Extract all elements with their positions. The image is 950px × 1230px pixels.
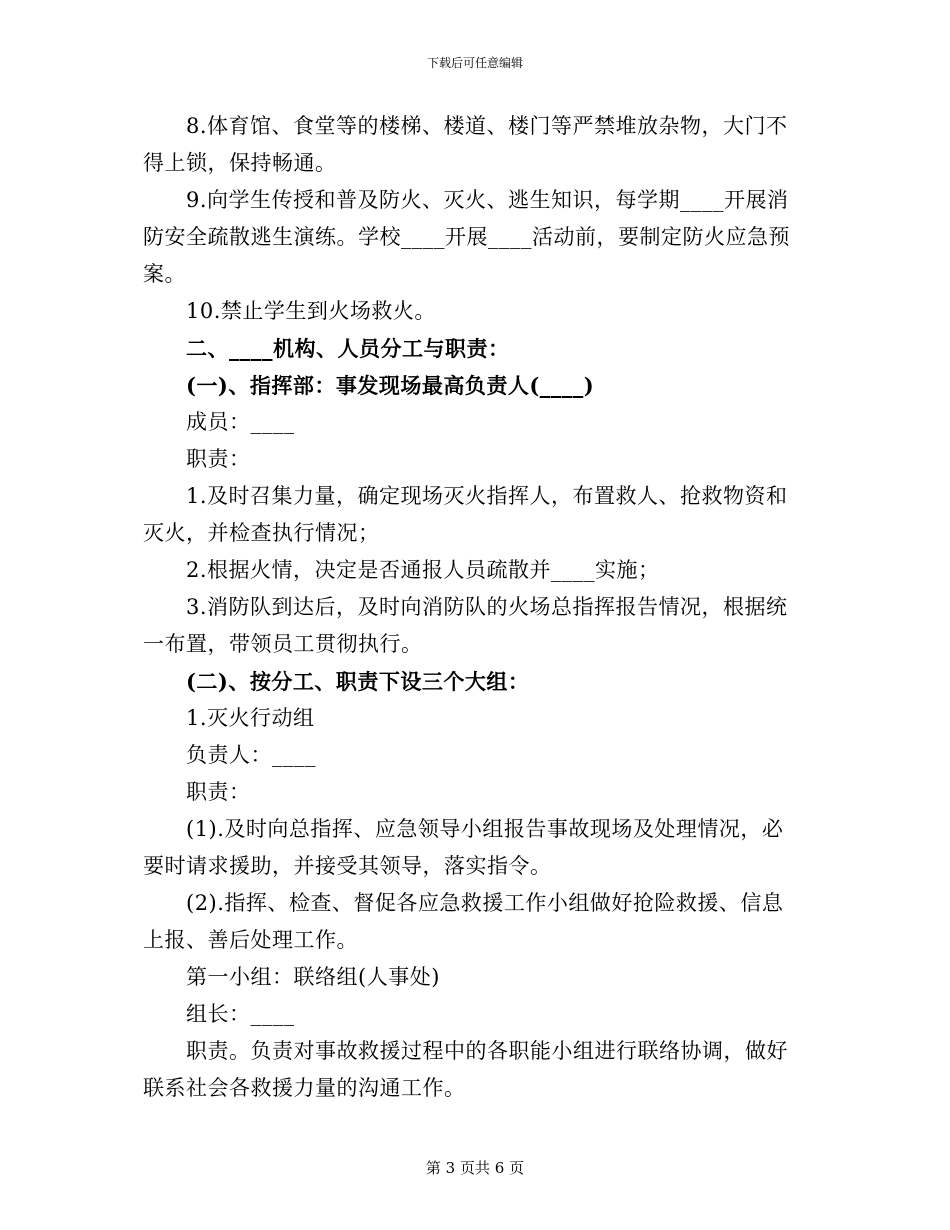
subsection-heading: (二)、按分工、职责下设三个大组：	[186, 669, 530, 694]
paragraph: 职责：	[186, 780, 251, 804]
paragraph: 1.灭火行动组	[186, 706, 315, 730]
paragraph: 组长：____	[186, 1002, 295, 1026]
paragraph: 9.向学生传授和普及防火、灭火、逃生知识，每学期____开展消防安全疏散逃生演练。学校____开展____活动前，要制定防火应急预案。	[143, 188, 790, 286]
paragraph: 职责。负责对事故救援过程中的各职能小组进行联络协调，做好联系社会各救援力量的沟通工作。	[143, 1039, 788, 1100]
paragraph: 10.禁止学生到火场救火。	[186, 299, 436, 323]
document-body	[143, 108, 803, 1107]
paragraph: 3.消防队到达后，及时向消防队的火场总指挥报告情况，根据统一布置，带领员工贯彻执行。	[143, 595, 788, 656]
paragraph: 第一小组：联络组(人事处)	[186, 965, 440, 989]
subsection-heading: (一)、指挥部：事发现场最高负责人(____)	[186, 373, 595, 398]
paragraph: 2.根据火情，决定是否通报人员疏散并____实施；	[186, 558, 660, 582]
page-header: 下载后可任意编辑	[426, 56, 523, 70]
paragraph: 负责人：____	[186, 743, 316, 767]
paragraph: (2).指挥、检查、督促各应急救援工作小组做好抢险救援、信息上报、善后处理工作。	[143, 891, 784, 952]
paragraph: 1.及时召集力量，确定现场灭火指挥人，布置救人、抢救物资和灭火，并检查执行情况；	[143, 484, 788, 545]
paragraph: 8.体育馆、食堂等的楼梯、楼道、楼门等严禁堆放杂物，大门不得上锁，保持畅通。	[143, 114, 788, 175]
section-heading: 二、____机构、人员分工与职责：	[186, 336, 510, 361]
paragraph: 职责：	[186, 447, 251, 471]
paragraph: (1).及时向总指挥、应急领导小组报告事故现场及处理情况，必要时请求援助，并接受其领导，落实指令。	[143, 817, 784, 878]
page-footer: 第 3 页共 6 页	[425, 1159, 525, 1177]
paragraph: 成员：____	[186, 410, 295, 434]
